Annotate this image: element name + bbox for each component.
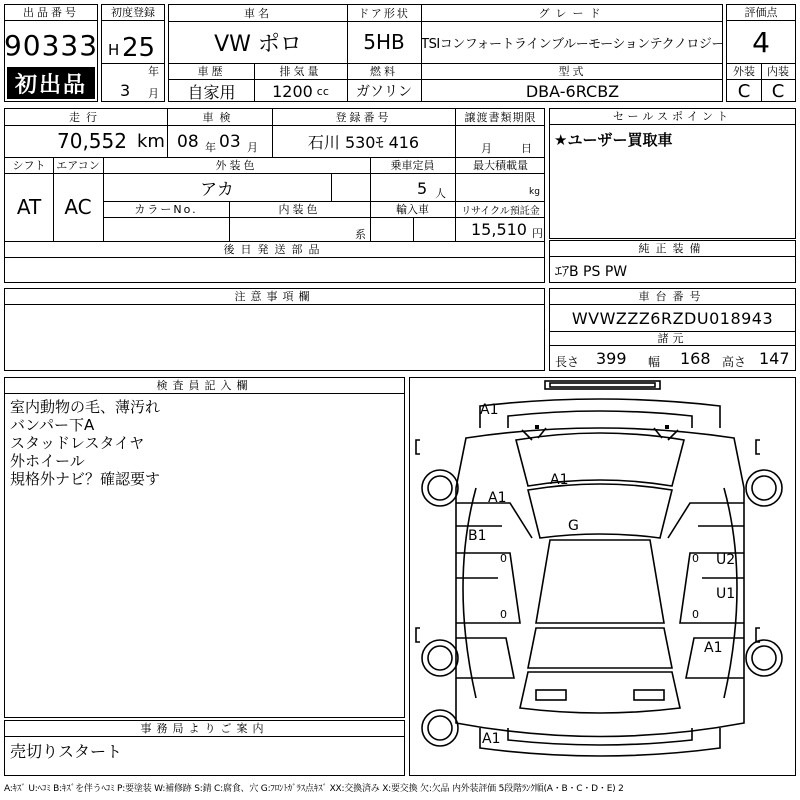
damage-diagram-box — [409, 377, 796, 776]
era: H — [108, 41, 120, 59]
grade-value: TSIコンフォートラインブルーモーションテクノロジー — [421, 36, 724, 52]
office-label: 事務局よりご案内 — [5, 721, 404, 737]
inspector-box — [4, 377, 405, 718]
shift-value: AT — [16, 195, 42, 219]
color-no-label: カラーNo. — [134, 203, 198, 216]
score-value: 4 — [752, 25, 770, 59]
inspector-line: スタッドレスタイヤ — [10, 434, 145, 452]
body-outline — [456, 428, 744, 737]
inspector-line: 外ホイール — [10, 452, 85, 470]
office-text: 売切りスタート — [10, 742, 123, 761]
capacity-value: 5 — [417, 179, 428, 198]
inspector-line: 室内動物の毛、薄汚れ — [10, 398, 161, 416]
year-unit: 年 — [148, 65, 159, 78]
score-box — [726, 4, 796, 102]
height-value: 147 — [759, 349, 790, 368]
equipment-label: 純正装備 — [550, 241, 795, 257]
zero-marker: 0 — [500, 552, 507, 565]
model-value: DBA-6RCBZ — [525, 81, 620, 101]
history-value: 自家用 — [187, 82, 236, 102]
grade-label: グレード — [538, 7, 607, 20]
ext-color-label: 外装色 — [215, 159, 258, 172]
inspection-month-unit: 月 — [247, 141, 258, 154]
interior-label: 内装 — [767, 65, 789, 78]
height-label: 高さ — [722, 355, 747, 369]
first-registration-label: 初度登録 — [102, 5, 164, 21]
shift-label: シフト — [12, 159, 46, 172]
damage-mark-front: A1 — [480, 402, 499, 418]
damage-mark-hood: A1 — [550, 472, 569, 488]
lot-label: 出品番号 — [5, 5, 97, 21]
score-label: 評価点 — [727, 5, 795, 21]
car-name-value: VW ポロ — [214, 31, 302, 57]
damage-mark-right-rear-door: U1 — [716, 586, 736, 602]
sales-point-box — [549, 108, 796, 239]
later-parts-label: 後日発送部品 — [223, 243, 326, 256]
notes-label: 注意事項欄 — [5, 289, 544, 305]
inspection-year-unit: 年 — [205, 141, 216, 154]
first-registration-box — [101, 4, 165, 102]
sales-point-text: ★ユーザー買取車 — [554, 131, 673, 149]
car-info-box — [168, 4, 723, 102]
length-label: 長さ — [555, 355, 580, 369]
chassis-label: 車台番号 — [550, 289, 795, 305]
recycle-value: 15,510 — [471, 220, 527, 239]
damage-mark-right-rear: A1 — [704, 640, 723, 656]
model-label: 型式 — [558, 65, 587, 78]
car-name-label: 車名 — [244, 7, 272, 20]
inspection-year: 08 — [177, 132, 199, 152]
import-label: 輸入車 — [396, 203, 429, 216]
chassis-value: WVWZZZ6RZDU018943 — [571, 308, 774, 328]
int-color-label: 内装色 — [278, 203, 321, 216]
first-listing-badge: 初出品 — [7, 67, 95, 99]
equipment-box — [549, 240, 796, 283]
car-diagram — [410, 378, 794, 774]
displacement-label: 排気量 — [279, 65, 322, 78]
mileage-label: 走行 — [69, 111, 103, 124]
damage-mark-roof: G — [568, 518, 579, 534]
damage-mark-left-front: A1 — [488, 490, 507, 506]
door-value: 5HB — [363, 30, 405, 54]
ext-color-value: アカ — [200, 179, 234, 200]
hood-outline — [516, 433, 684, 486]
inspector-line: バンパー下A — [10, 416, 95, 434]
exterior-score: C — [737, 80, 751, 102]
mileage-value: 70,552 — [57, 129, 127, 153]
length-value: 399 — [596, 349, 627, 368]
transfer-day: 日 — [521, 142, 532, 155]
chassis-box — [549, 288, 796, 371]
displacement-unit: cc — [316, 84, 329, 98]
first-reg-month: 3 — [120, 81, 131, 100]
inspector-line: 規格外ナビ？確認要す — [10, 470, 161, 488]
damage-mark-left-rear-door: B1 — [468, 528, 487, 544]
capacity-label: 乗車定員 — [390, 159, 435, 172]
interior-score: C — [771, 80, 785, 102]
transfer-month: 月 — [481, 142, 492, 155]
legend: A:ｷｽﾞ U:ﾍｺﾐ B:ｷｽﾞを伴うﾍｺﾐ P:要塗装 W:補修跡 S:錆 C:腐食、穴 G:ﾌﾛﾝﾄｶﾞﾗｽ点ｷｽﾞ XX:交換済み X:要交換 欠:欠品 内外装評価 5段階ﾗﾝｸ順(A・B・C・D・E) 2 — [4, 784, 624, 794]
damage-mark-rear: A1 — [482, 731, 501, 747]
exterior-label: 外装 — [733, 65, 755, 78]
lot-box — [4, 4, 98, 102]
aircon-label: エアコン — [56, 159, 100, 172]
windshield-outline — [528, 484, 672, 538]
recycle-label: リサイクル預託金 — [461, 205, 540, 217]
lot-number: 90333 — [3, 28, 99, 62]
recycle-unit: 円 — [532, 227, 543, 240]
zero-marker: 0 — [500, 608, 507, 621]
inspection-month: 03 — [219, 132, 241, 152]
max-load-label: 最大積載量 — [473, 159, 528, 172]
inspector-label: 検査員記入欄 — [5, 378, 404, 394]
zero-marker: 0 — [692, 552, 699, 565]
dims-label: 諸元 — [657, 332, 688, 345]
fuel-label: 燃料 — [370, 65, 398, 78]
inspection-label: 車検 — [202, 111, 237, 124]
plate-label: 登録番号 — [335, 111, 392, 124]
zero-marker: 0 — [692, 608, 699, 621]
details-box — [4, 108, 545, 283]
month-unit: 月 — [148, 87, 159, 100]
first-reg-year: 25 — [122, 33, 156, 63]
width-value: 168 — [680, 349, 711, 368]
int-color-suffix: 系 — [355, 228, 366, 241]
front-bumper-outline — [480, 399, 720, 428]
door-label: ドア形状 — [358, 7, 410, 20]
sales-point-label: セールスポイント — [550, 109, 795, 125]
aircon-value: AC — [64, 195, 92, 219]
fuel-value: ガソリン — [356, 84, 412, 100]
transfer-label: 譲渡書類期限 — [464, 111, 537, 124]
damage-mark-right-front-door: U2 — [716, 552, 736, 568]
width-label: 幅 — [648, 355, 661, 369]
mileage-unit: km — [137, 131, 165, 152]
plate-value: 石川 530ﾓ 416 — [307, 132, 420, 152]
capacity-unit: 人 — [435, 187, 446, 200]
displacement-value: 1200 — [272, 81, 313, 101]
roof-outline — [536, 540, 664, 623]
office-box — [4, 720, 405, 776]
notes-box — [4, 288, 545, 371]
equipment-value: ｴｱB PS PW — [555, 264, 628, 280]
max-load-unit: kg — [529, 187, 540, 197]
history-label: 車歴 — [197, 65, 226, 78]
